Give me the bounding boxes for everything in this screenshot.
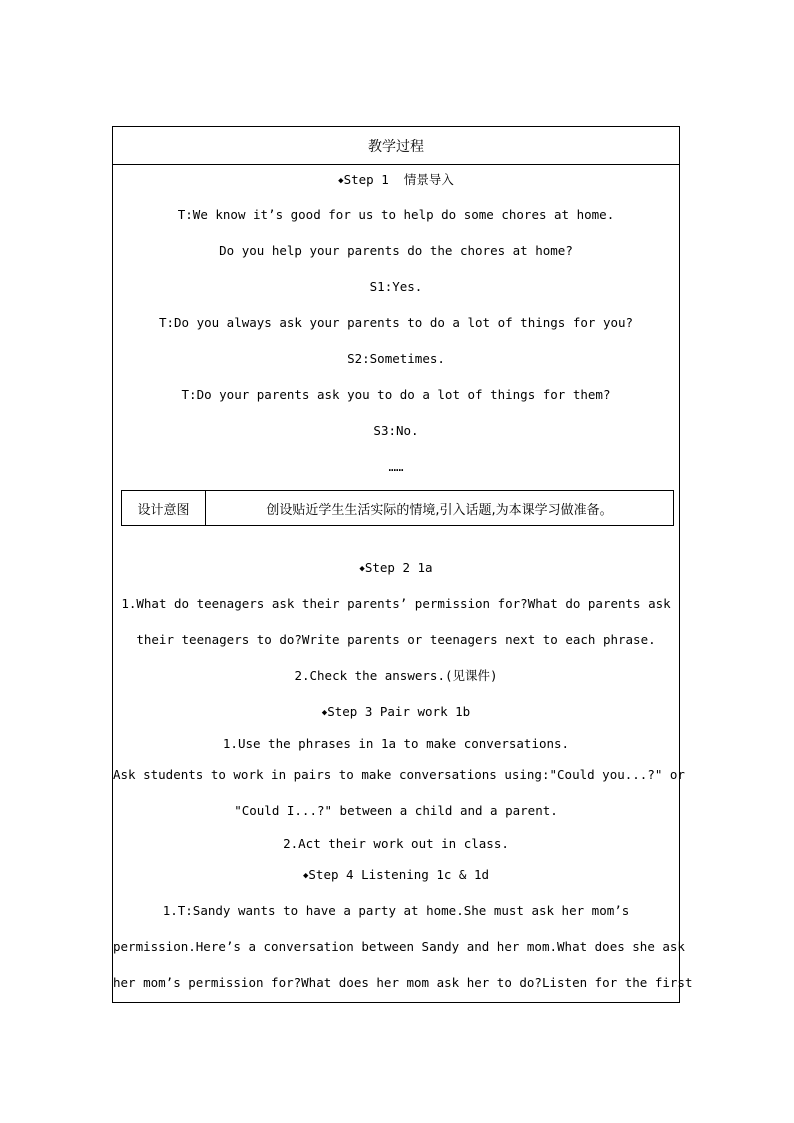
step4-line: 1.T:Sandy wants to have a party at home.She must ask her mom’s bbox=[162, 903, 630, 918]
design-intent-text: 创设贴近学生生活实际的情境,引入话题,为本课学习做准备。 bbox=[266, 502, 613, 518]
step1-title: Step 1 bbox=[343, 172, 389, 187]
step3-line: "Could I...?" between a child and a parent. bbox=[234, 803, 558, 818]
step2-line: 2.Check the answers.(见课件) bbox=[294, 668, 498, 683]
step2-heading bbox=[113, 560, 679, 578]
design-intent-label: 设计意图 bbox=[122, 491, 206, 525]
step3-line: Ask students to work in pairs to make conversations using:"Could you...?" or bbox=[113, 767, 685, 782]
step1-line: T:We know it’s good for us to help do some chores at home. bbox=[177, 207, 615, 222]
step1-line: T:Do your parents ask you to do a lot of things for them? bbox=[181, 387, 611, 402]
step1-line: S3:No. bbox=[373, 423, 419, 438]
step1-heading bbox=[113, 172, 679, 190]
diamond-icon: ◆ bbox=[359, 564, 365, 574]
diamond-icon: ◆ bbox=[302, 871, 309, 881]
step1-line: T:Do you always ask your parents to do a lot of things for you? bbox=[158, 315, 634, 330]
step4-heading bbox=[113, 867, 679, 885]
step1-ellipsis: …… bbox=[388, 459, 404, 474]
lesson-table bbox=[112, 126, 693, 1003]
step2-line: their teenagers to do?Write parents or teenagers next to each phrase. bbox=[136, 632, 656, 647]
step3-line: 1.Use the phrases in 1a to make conversations. bbox=[222, 736, 570, 751]
step4-line: permission.Here’s a conversation between Sandy and her mom.What does she ask bbox=[113, 939, 685, 954]
step2-line: 1.What do teenagers ask their parents’ permission for?What do parents ask bbox=[121, 596, 671, 611]
diamond-icon: ◆ bbox=[338, 176, 344, 186]
design-intent-table bbox=[121, 490, 674, 526]
step1-title-cn: 情景导入 bbox=[403, 172, 454, 187]
step1-line: S2:Sometimes. bbox=[347, 351, 445, 366]
step1-line: S1:Yes. bbox=[369, 279, 423, 294]
page-title: 教学过程 bbox=[368, 138, 424, 155]
step3-title: Step 3 Pair work 1b bbox=[327, 704, 471, 719]
step4-title: Step 4 Listening 1c & 1d bbox=[308, 867, 490, 882]
step3-heading bbox=[113, 704, 679, 722]
step3-line: 2.Act their work out in class. bbox=[283, 836, 509, 851]
step2-title: Step 2 1a bbox=[364, 560, 433, 575]
diamond-icon: ◆ bbox=[321, 708, 328, 718]
step4-line: her mom’s permission for?What does her mom ask her to do?Listen for the first bbox=[113, 975, 693, 990]
table-header bbox=[113, 127, 679, 165]
step1-line: Do you help your parents do the chores at home? bbox=[219, 243, 573, 258]
